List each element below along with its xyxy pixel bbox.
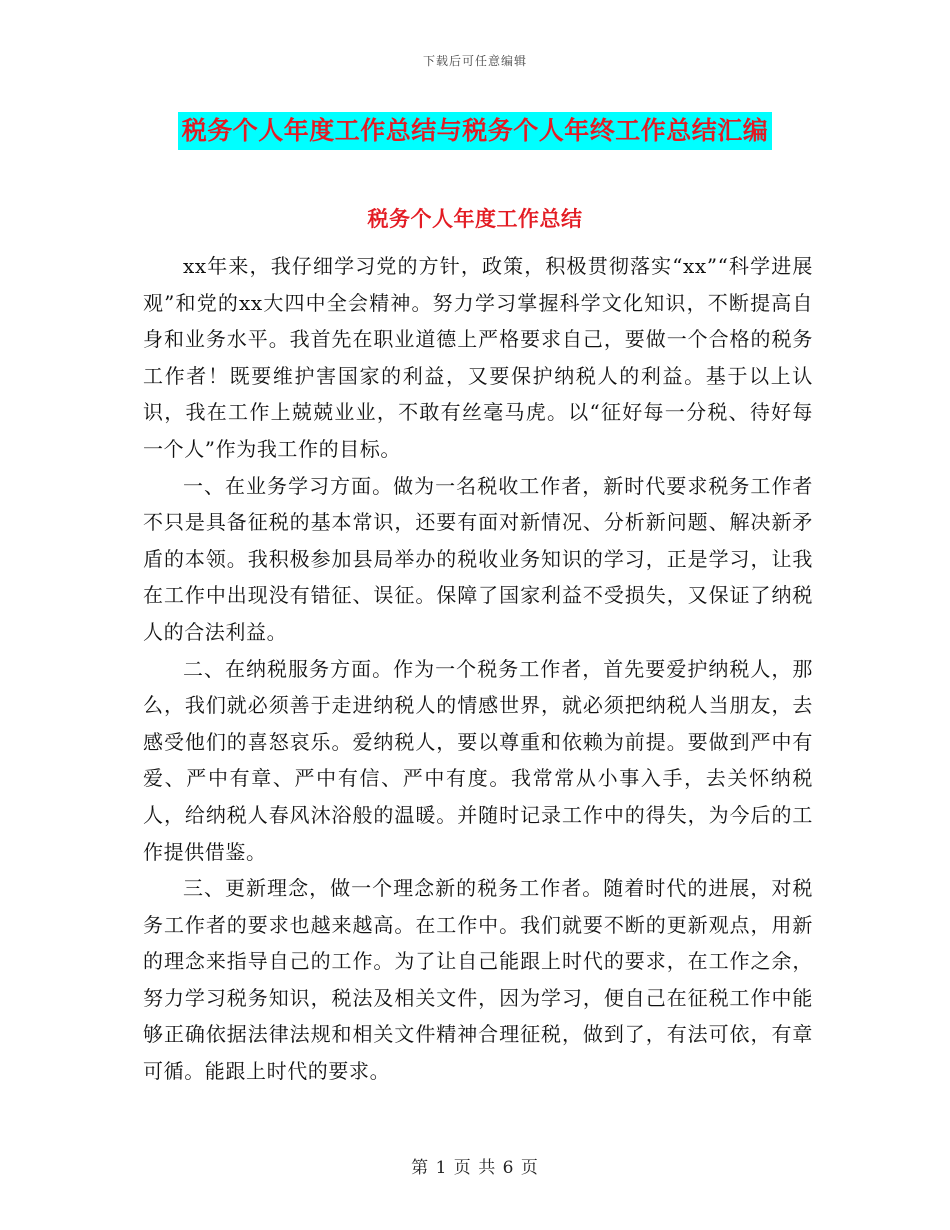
document-body (143, 248, 813, 1090)
paragraph-business-study: 一、在业务学习方面。做为一名税收工作者，新时代要求税务工作者不只是具备征税的基本常识，还要有面对新情况、分析新问题、解决新矛盾的本领。我积极参加县局举办的税收业务知识的学习，正是学习，让我在工作中出现没有错征、误征。保障了国家利益不受损失，又保证了纳税人的合法利益。 (143, 473, 813, 644)
section-title: 税务个人年度工作总结 (367, 207, 583, 231)
document-title: 税务个人年度工作总结与税务个人年终工作总结汇编 (178, 112, 773, 150)
paragraph-intro: xx年来，我仔细学习党的方针，政策，积极贯彻落实“xx”“科学进展观”和党的xx大四中全会精神。努力学习掌握科学文化知识，不断提高自身和业务水平。我首先在职业道德上严格要求自己，要做一个合格的税务工作者！既要维护害国家的利益，又要保护纳税人的利益。基于以上认识，我在工作上兢兢业业，不敢有丝毫马虎。以“征好每一分税、待好每一个人”作为我工作的目标。 (143, 254, 813, 461)
paragraph-taxpayer-service: 二、在纳税服务方面。作为一个税务工作者，首先要爱护纳税人，那么，我们就必须善于走进纳税人的情感世界，就必须把纳税人当朋友，去感受他们的喜怒哀乐。爱纳税人，要以尊重和依赖为前提。要做到严中有爱、严中有章、严中有信、严中有度。我常常从小事入手，去关怀纳税人，给纳税人春风沐浴般的温暖。并随时记录工作中的得失，为今后的工作提供借鉴。 (143, 656, 813, 864)
paragraph-update-concepts: 三、更新理念，做一个理念新的税务工作者。随着时代的进展，对税务工作者的要求也越来越高。在工作中。我们就要不断的更新观点，用新的理念来指导自己的工作。为了让自己能跟上时代的要求，在工作之余，努力学习税务知识，税法及相关文件，因为学习，便自己在征税工作中能够正确依据法律法规和相关文件精神合理征税，做到了，有法可依，有章可循。能跟上时代的要求。 (143, 876, 813, 1084)
document-title-wrap (0, 112, 950, 150)
download-note: 下载后可任意编辑 (422, 54, 527, 68)
page-number: 第 1 页 共 6 页 (411, 1158, 539, 1178)
